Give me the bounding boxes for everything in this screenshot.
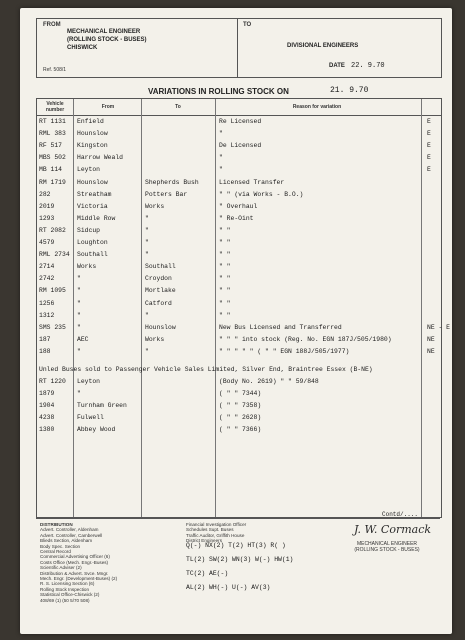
- table-row: [37, 202, 441, 213]
- col-vehicle-header: Vehicle number: [45, 101, 65, 113]
- table-row: [37, 274, 441, 285]
- code-cell: NE: [427, 347, 435, 355]
- from-cell: Leyton: [77, 378, 101, 385]
- to-cell: Hounslow: [145, 323, 176, 331]
- to-cell: Works: [145, 202, 165, 210]
- signatory-role: [342, 541, 432, 553]
- from-cell: ": [77, 347, 81, 355]
- vehicle-number: 188: [39, 347, 51, 355]
- continued-note: Contd/....: [382, 511, 419, 518]
- from-cell: Works: [77, 263, 97, 271]
- code-cell: E: [427, 118, 431, 125]
- sold-heading-text: Unled Buses sold to Passenger Vehicle Sales Limited, Silver End, Braintree Essex (B-NE): [39, 366, 373, 373]
- reason-cell: ": [219, 130, 223, 138]
- to-cell: ": [145, 214, 149, 222]
- vehicle-number: SMS 235: [39, 323, 66, 331]
- reference: Ref. 508/1: [43, 67, 67, 73]
- table-header: [37, 99, 441, 116]
- distribution-item: 408/69 (1) (50 5/70 508): [40, 597, 90, 603]
- depot-code-line: TL(2) SW(2) WN(3) W(-) HW(1): [186, 556, 294, 563]
- vehicle-number: RT 1131: [39, 118, 66, 125]
- code-cell: E: [427, 142, 431, 150]
- to-cell: Croydon: [145, 275, 172, 283]
- from-cell: Victoria: [77, 202, 108, 210]
- distribution-item: DISTRIBUTION: [40, 522, 73, 527]
- to-cell: Southall: [145, 263, 176, 271]
- sold-row: [37, 425, 441, 436]
- reason-cell: ( " " 7366): [219, 426, 262, 434]
- page-title: VARIATIONS IN ROLLING STOCK ON: [148, 87, 289, 96]
- vehicle-number: 4238: [39, 414, 55, 422]
- reason-cell: ( " " 2628): [219, 414, 262, 422]
- reason-cell: " Overhaul: [219, 202, 258, 210]
- table-row: [37, 323, 451, 334]
- distribution-officer: Traffic Auditor, Griffith House: [186, 532, 245, 538]
- from-cell: Enfield: [77, 118, 104, 125]
- vehicle-number: RM 1095: [39, 287, 66, 295]
- vehicle-number: 4579: [39, 239, 55, 246]
- variations-table: [36, 98, 451, 518]
- from-label: FROM: [43, 22, 61, 28]
- from-cell: ": [77, 390, 81, 398]
- sold-row: [37, 413, 441, 424]
- col-reason-header: Reason for variation: [292, 104, 342, 110]
- date-label: DATE: [329, 63, 345, 69]
- from-cell: ": [77, 275, 81, 283]
- code-cell: E: [427, 154, 431, 162]
- vehicle-number: 187: [39, 335, 51, 343]
- vehicle-number: RT 2082: [39, 226, 66, 234]
- table-row: [37, 178, 441, 189]
- to-cell: Potters Bar: [145, 190, 188, 198]
- reason-cell: (Body No. 2619) " " 59/848: [219, 378, 319, 385]
- table-row: [37, 165, 441, 176]
- reason-cell: Re Licensed: [219, 118, 262, 125]
- vehicle-number: RT 1220: [39, 378, 66, 385]
- from-line-3: CHISWICK: [67, 45, 98, 51]
- code-cell: E: [427, 166, 431, 174]
- vehicle-number: 1879: [39, 390, 55, 398]
- depot-code-line: Q(-) NX(2) T(2) HT(3) R( ): [186, 542, 286, 549]
- distribution-item: Distribution & Advert. Svce. Mngr.: [40, 570, 109, 576]
- vehicle-number: MB 114: [39, 166, 63, 174]
- from-cell: Hounslow: [77, 178, 108, 186]
- distribution-section: [36, 518, 440, 631]
- table-row: [37, 141, 441, 152]
- table-row: [37, 262, 441, 273]
- vehicle-number: 1904: [39, 402, 55, 410]
- distribution-item: Advert. Controller, Aldenham: [40, 527, 99, 533]
- to-cell: ": [145, 251, 149, 259]
- distribution-item: Costs Office (Mech. Engr.-Buses): [40, 559, 109, 565]
- vehicle-number: RML 383: [39, 130, 66, 138]
- to-cell: Catford: [145, 299, 172, 307]
- sold-row: [37, 401, 441, 412]
- signature: J. W. Cormack: [354, 523, 432, 536]
- from-box: [37, 19, 238, 77]
- vehicle-number: MBS 502: [39, 154, 66, 162]
- distribution-item: Rolling Stock Inspection: [40, 586, 90, 592]
- to-label: TO: [243, 22, 252, 28]
- table-row: [37, 190, 441, 201]
- distribution-item: R. S. Licensing Section (6): [40, 581, 95, 587]
- from-line-2: (ROLLING STOCK - BUSES): [67, 37, 147, 43]
- reason-cell: New Bus Licensed and Transferred: [219, 323, 342, 331]
- reason-cell: Licensed Transfer: [219, 178, 285, 186]
- distribution-item: Central Record: [40, 549, 71, 555]
- vehicle-number: RML 2734: [39, 251, 70, 259]
- table-row: [37, 299, 441, 310]
- from-cell: Turnham Green: [77, 402, 127, 410]
- to-cell: ": [145, 347, 149, 355]
- reason-cell: " ": [219, 226, 231, 234]
- from-cell: Fulwell: [77, 414, 104, 422]
- depot-code-line: TC(2) AE(-): [186, 570, 229, 577]
- table-row: [37, 250, 441, 261]
- reason-cell: " " " into stock (Reg. No. EGN 187J/505/1980): [219, 335, 392, 343]
- from-text: [67, 28, 147, 52]
- col-to-header: To: [175, 104, 181, 110]
- distribution-officer: Financial Investigation Officer: [186, 522, 247, 527]
- from-cell: ": [77, 287, 81, 295]
- vehicle-number: 2714: [39, 263, 55, 271]
- reason-cell: " ": [219, 287, 231, 295]
- code-cell: NE - E: [427, 323, 451, 331]
- from-cell: AEC: [77, 335, 89, 343]
- from-cell: Middle Row: [77, 214, 116, 222]
- sold-row: [37, 389, 441, 400]
- distribution-officer: Schedules Supt. Buses: [186, 527, 234, 533]
- col-from-header: From: [101, 104, 115, 110]
- from-cell: Sidcup: [77, 226, 101, 234]
- distribution-item: Blieds Section, Aldenham: [40, 538, 93, 544]
- reason-cell: ": [219, 154, 223, 162]
- vehicle-number: 1380: [39, 426, 55, 434]
- from-cell: Streatham: [77, 190, 112, 198]
- depot-code-line: AL(2) WH(-) U(-) AV(3): [186, 584, 271, 591]
- from-cell: Abbey Wood: [77, 426, 116, 434]
- to-cell: ": [145, 226, 149, 234]
- distribution-item: Mech. Engr. (Development-Buses) (2): [40, 576, 118, 582]
- table-row: [37, 214, 441, 225]
- from-line-1: MECHANICAL ENGINEER: [67, 29, 141, 35]
- reason-cell: " ": [219, 275, 231, 283]
- depot-codes: [186, 539, 293, 595]
- table-row: [37, 311, 441, 322]
- reason-cell: " ": [219, 299, 231, 307]
- vehicle-number: 2742: [39, 275, 55, 283]
- reason-cell: ( " " 7358): [219, 402, 262, 410]
- from-cell: Leyton: [77, 166, 101, 174]
- from-cell: Southall: [77, 251, 108, 259]
- signatory-line-2: (ROLLING STOCK - BUSES): [354, 547, 420, 553]
- reason-cell: " ": [219, 251, 231, 259]
- distribution-officer: District Engineers: [186, 538, 222, 544]
- table-row: [37, 347, 441, 358]
- reason-cell: ( " " 7344): [219, 390, 262, 398]
- document-page: [20, 8, 452, 634]
- from-cell: ": [77, 323, 81, 331]
- reason-cell: " " " " " ( " " EGN 188J/505/1977): [219, 347, 350, 355]
- sold-heading: [37, 365, 441, 376]
- vehicle-number: 2019: [39, 202, 55, 210]
- distribution-item: Statistical Office-Chiswick (2): [40, 592, 100, 598]
- vehicle-number: 282: [39, 190, 51, 198]
- from-cell: ": [77, 299, 81, 307]
- to-cell: Shepherds Bush: [145, 178, 199, 186]
- reason-cell: " ": [219, 263, 231, 271]
- sold-row: [37, 377, 441, 388]
- from-cell: Loughton: [77, 239, 108, 246]
- vehicle-number: 1312: [39, 311, 55, 319]
- from-cell: Kingston: [77, 142, 108, 150]
- from-cell: Hounslow: [77, 130, 108, 138]
- date-value: 22. 9.70: [351, 62, 385, 70]
- table-row: [37, 117, 441, 128]
- vehicle-number: 1256: [39, 299, 55, 307]
- distribution-item: Body Spec. Section: [40, 543, 81, 549]
- title-date: 21. 9.70: [330, 86, 369, 95]
- vehicle-number: RF 517: [39, 142, 63, 150]
- distribution-item: Advert. Controller, Camberwell: [40, 532, 103, 538]
- table-row: [37, 226, 441, 237]
- header-box: [36, 18, 442, 78]
- table-row: [37, 129, 441, 140]
- to-cell: ": [145, 239, 149, 246]
- to-text: DIVISIONAL ENGINEERS: [287, 43, 359, 49]
- from-cell: ": [77, 311, 81, 319]
- vehicle-number: RM 1719: [39, 178, 66, 186]
- code-cell: NE: [427, 335, 435, 343]
- reason-cell: De Licensed: [219, 142, 262, 150]
- reason-cell: " ": [219, 239, 231, 246]
- reason-cell: " " (via Works - B.O.): [219, 190, 304, 198]
- signatory-line-1: MECHANICAL ENGINEER: [356, 541, 418, 547]
- to-cell: ": [145, 311, 149, 319]
- table-row: [37, 153, 441, 164]
- distribution-item: Scientific Adviser (2): [40, 565, 82, 571]
- reason-cell: " ": [219, 311, 231, 319]
- to-cell: Mortlake: [145, 287, 176, 295]
- from-cell: Harrow Weald: [77, 154, 124, 162]
- reason-cell: ": [219, 166, 223, 174]
- table-row: [37, 286, 441, 297]
- distribution-item: Commercial Advertising Officer (6): [40, 554, 110, 560]
- distribution-list: [40, 522, 117, 603]
- to-cell: Works: [145, 335, 165, 343]
- table-row: [37, 238, 441, 249]
- code-cell: E: [427, 130, 431, 138]
- vehicle-number: 1293: [39, 214, 55, 222]
- reason-cell: " Re-Oint: [219, 214, 254, 222]
- table-row: [37, 335, 441, 346]
